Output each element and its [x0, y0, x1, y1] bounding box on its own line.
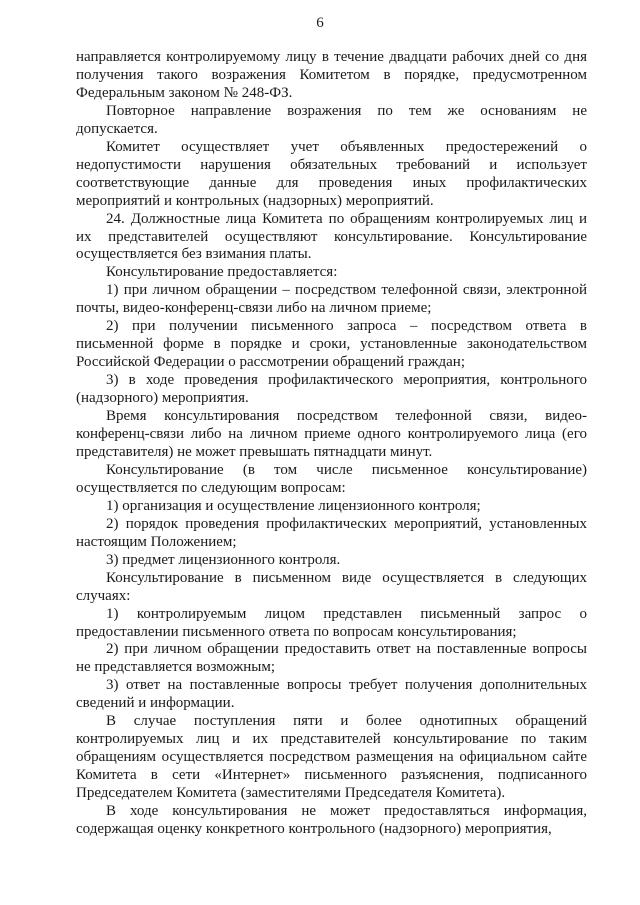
list-item-written-request: 2) при получении письменного запроса – посредством ответа в письменной форме в порядке и сроки, установленные законодательством Российской Федерации о рассмотрении обращений граждан; — [76, 318, 587, 371]
paragraph-consulting-time: Время консультирования посредством телефонной связи, видео-конференц-связи либо на личном приеме одного контролируемого лица (его представителя) не может превышать пятнадцати минут. — [76, 408, 587, 460]
document-body — [76, 49, 587, 839]
list-item-personal-appeal: 1) при личном обращении – посредством телефонной связи, электронной почты, видео-конференц-связи либо на личном приеме; — [76, 282, 587, 317]
page-number: 6 — [316, 15, 324, 31]
list-item-answer-impossible: 2) при личном обращении предоставить ответ на поставленные вопросы не представляется возможным; — [76, 641, 587, 676]
paragraph-similar-appeals: В случае поступления пяти и более однотипных обращений контролируемых лиц и их представителей консультирование по таким обращениям осуществляется посредством размещения на официальном сайте Комитета в сети «Интернет» письменного разъяснения, подписанного Председателем Комитета (заместителями Председателя Комитета). — [76, 713, 587, 802]
paragraph-consulting-topics: Консультирование (в том числе письменное консультирование) осуществляется по следующим вопросам: — [76, 461, 587, 496]
paragraph-consulting-restrictions: В ходе консультирования не может предоставляться информация, содержащая оценку конкретного контрольного (надзорного) мероприятия, — [76, 803, 587, 837]
list-item-during-event: 3) в ходе проведения профилактического мероприятия, контрольного (надзорного) мероприятия. — [76, 372, 587, 407]
paragraph-warnings-accounting: Комитет осуществляет учет объявленных предостережений о недопустимости нарушения обязательных требований и использует соответствующие данные для проведения иных профилактических мероприятий и контрольных (надзорных) мероприятий. — [76, 138, 587, 209]
paragraph-consulting-provided: Консультирование предоставляется: — [106, 264, 338, 281]
list-item-licensing-control: 1) организация и осуществление лицензионного контроля; — [106, 497, 481, 514]
list-item-additional-info: 3) ответ на поставленные вопросы требует получения дополнительных сведений и информации. — [76, 677, 587, 712]
list-item-control-subject: 3) предмет лицензионного контроля. — [106, 551, 341, 568]
list-item-written-request-submitted: 1) контролируемым лицом представлен письменный запрос о предоставлении письменного ответа по вопросам консультирования; — [76, 605, 587, 640]
list-item-preventive-procedure: 2) порядок проведения профилактических мероприятий, установленных настоящим Положением; — [76, 515, 587, 550]
paragraph-item-24-consulting: 24. Должностные лица Комитета по обращениям контролируемых лиц и их представителей осуществляют консультирование. Консультирование осуществляется без взимания платы. — [76, 210, 587, 263]
paragraph-written-consulting-cases: Консультирование в письменном виде осуществляется в следующих случаях: — [76, 569, 587, 604]
paragraph-objection-response: направляется контролируемому лицу в течение двадцати рабочих дней со дня получения такого возражения Комитетом в порядке, предусмотренном Федеральным законом № 248-ФЗ. — [76, 49, 587, 101]
paragraph-repeat-objection: Повторное направление возражения по тем же основаниям не допускается. — [76, 102, 587, 137]
